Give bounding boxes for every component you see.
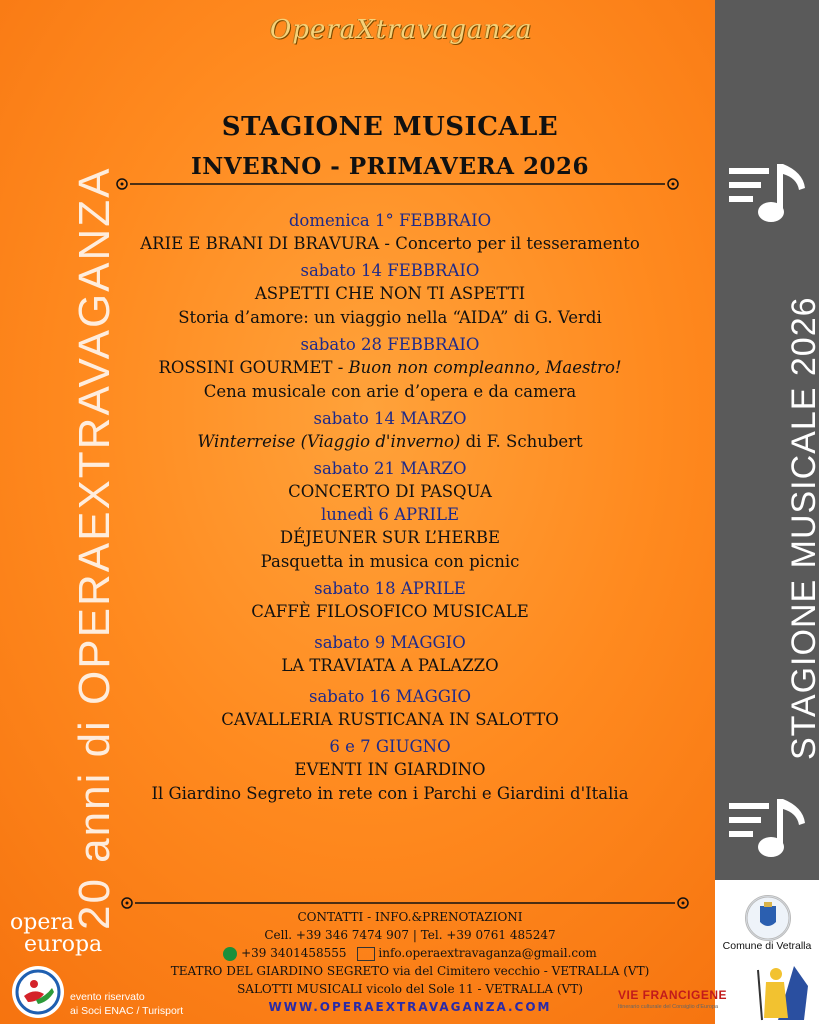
event-item — [80, 736, 700, 806]
enac-logo — [12, 966, 64, 1018]
event-title: ASPETTI CHE NON TI ASPETTI — [254, 284, 526, 303]
event-title: EVENTI IN GIARDINO — [294, 760, 486, 779]
right-vertical-title: STAGIONE MUSICALE 2026 — [785, 296, 823, 760]
contacts-heading: CONTATTI - INFO.&PRENOTAZIONI — [297, 910, 523, 924]
event-item — [80, 408, 700, 454]
event-date: sabato 14 MARZO — [313, 409, 467, 428]
vie-francigene-logo: VIE FRANCIGENE — [618, 988, 728, 1002]
event-item — [80, 260, 700, 330]
event-subtitle: Storia d’amore: un viaggio nella “AIDA” di G. Verdi — [178, 308, 602, 327]
event-date: sabato 16 MAGGIO — [309, 687, 471, 706]
event-title: CONCERTO DI PASQUA — [288, 482, 492, 501]
event-item — [80, 578, 700, 624]
contacts-messaging — [140, 944, 680, 962]
event-item — [80, 632, 700, 678]
logo-text: OperaXtravaganza — [270, 15, 533, 45]
whatsapp-number[interactable]: +39 3401458555 — [241, 946, 347, 960]
opera-europa-line2: europa — [24, 932, 103, 957]
comune-crest-icon — [745, 895, 791, 941]
event-title: CAFFÈ FILOSOFICO MUSICALE — [251, 602, 529, 621]
event-date: sabato 9 MAGGIO — [314, 633, 466, 652]
event-item — [80, 686, 700, 732]
event-title: Winterreise (Viaggio d'inverno) di F. Schubert — [197, 432, 583, 451]
event-date: 6 e 7 GIUGNO — [329, 737, 451, 756]
event-item — [80, 458, 700, 504]
event-date: sabato 14 FEBBRAIO — [300, 261, 480, 280]
event-title: ROSSINI GOURMET - Buon non compleanno, Maestro! — [158, 358, 622, 377]
operaextravaganza-logo — [270, 15, 532, 65]
venue-teatro: TEATRO DEL GIARDINO SEGRETO via del Cimitero vecchio - VETRALLA (VT) — [170, 964, 650, 978]
event-item — [80, 504, 700, 574]
event-item — [80, 210, 700, 256]
enac-note: evento riservato ai Soci ENAC / Turisport — [70, 991, 184, 1017]
event-title: DÉJEUNER SUR L’HERBE — [279, 528, 501, 547]
event-subtitle: Pasquetta in musica con picnic — [260, 552, 520, 571]
event-date: sabato 28 FEBBRAIO — [300, 335, 480, 354]
event-title: ARIE E BRANI DI BRAVURA - Concerto per il tesseramento — [140, 234, 640, 253]
event-subtitle: Cena musicale con arie d’opera e da camera — [203, 382, 577, 401]
vie-francigene-subtitle: Itinerario culturale del Consiglio d'Europa — [618, 1004, 719, 1010]
opera-europa-line1: opera — [10, 910, 74, 935]
contacts-block — [140, 908, 680, 1016]
music-note-icon — [725, 795, 810, 865]
ornament-divider — [110, 176, 685, 192]
music-note-icon — [725, 160, 810, 230]
event-subtitle: Il Giardino Segreto in rete con i Parchi e Giardini d'Italia — [151, 784, 629, 803]
event-date: lunedì 6 APRILE — [320, 505, 460, 524]
opera-europa-logo — [10, 912, 102, 956]
events-list — [80, 210, 700, 806]
comune-label: Comune di Vetralla — [722, 940, 812, 952]
left-vertical-title: 20 anni di OPERAEXTRAVAGANZA — [70, 166, 119, 930]
email-address[interactable]: info.operaextravaganza@gmail.com — [378, 946, 597, 960]
season-title: STAGIONE MUSICALE — [221, 112, 559, 142]
whatsapp-icon — [223, 947, 237, 961]
event-date: domenica 1° FEBBRAIO — [288, 211, 492, 230]
season-subtitle: INVERNO - PRIMAVERA 2026 — [190, 153, 590, 180]
event-date: sabato 18 APRILE — [314, 579, 466, 598]
event-item — [80, 334, 700, 404]
pilgrim-icon — [748, 962, 816, 1022]
website-link[interactable]: WWW.OPERAEXTRAVAGANZA.COM — [268, 1000, 552, 1014]
venue-salotti: SALOTTI MUSICALI vicolo del Sole 11 - VETRALLA (VT) — [237, 982, 583, 996]
event-date: sabato 21 MARZO — [313, 459, 467, 478]
event-title: CAVALLERIA RUSTICANA IN SALOTTO — [221, 710, 559, 729]
email-icon — [357, 947, 375, 961]
event-title: LA TRAVIATA A PALAZZO — [281, 656, 499, 675]
contacts-phones: Cell. +39 346 7474 907 | Tel. +39 0761 485247 — [264, 928, 556, 942]
